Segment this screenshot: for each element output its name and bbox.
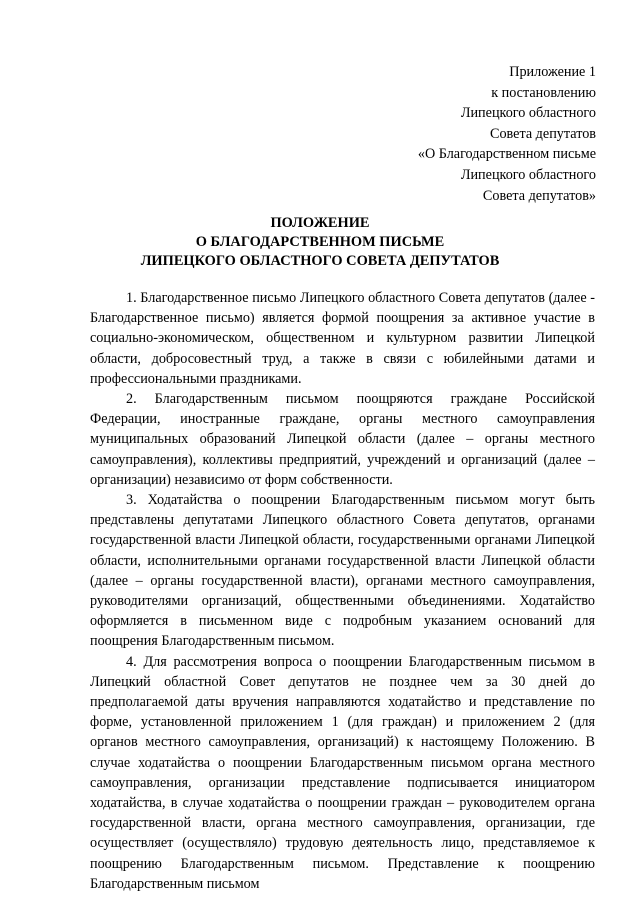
paragraph-1: 1. Благодарственное письмо Липецкого областного Совета депутатов (далее - Благодарственное письмо) является формой поощрения за активное участие в социально-экономическом, общественном и культурном развитии Липецкой области, добросовестный труд, а также в связи с юбилейными датами и профессиональными праздниками. [90,290,595,387]
paragraph-3: 3. Ходатайства о поощрении Благодарственным письмом могут быть представлены депутатами Липецкого областного Совета депутатов, органами государственной власти Липецкой области, государственными органами Липецкой области, исполнительными органами государственной власти Липецкой области (далее – органы государственной власти), органами местного самоуправления, руководителями организаций, общественными объединениями. Ходатайство оформляется в письменном виде с подробным указанием оснований для поощрения Благодарственным письмом. [90,492,595,650]
document-title [0,214,640,271]
title-line-2: О БЛАГОДАРСТВЕННОМ ПИСЬМЕ [195,234,445,250]
paragraph-2: 2. Благодарственным письмом поощряются граждане Российской Федерации, иностранные граждане, органы местного самоуправления муниципальных образований Липецкой области (далее – органы местного самоуправления), коллективы предприятий, учреждений и организаций (далее – организации) независимо от форм собственности. [90,391,595,488]
document-body [90,288,595,894]
appendix-line: к постановлению [491,84,596,101]
title-line-1: ПОЛОЖЕНИЕ [270,215,370,231]
paragraph-4: 4. Для рассмотрения вопроса о поощрении Благодарственным письмом в Липецкий областной Совет депутатов не позднее чем за 30 дней до предполагаемой даты вручения направляются ходатайство и представление по форме, установленной приложением 1 (для граждан) и приложением 2 (для органов местного самоуправления, организаций) к настоящему Положению. В случае ходатайства о поощрении Благодарственным письмом органа местного самоуправления, организации представление подписывается инициатором ходатайства, в случае ходатайства о поощрении граждан – руководителем органа государственной власти, органа местного самоуправления, организации, где осуществляет (осуществляло) трудовую деятельность лицо, представляемое к поощрению Благодарственным письмом. Представление к поощрению Благодарственным письмом [90,653,595,892]
appendix-line: Липецкого областного [460,166,596,183]
appendix-line: Совета депутатов [490,125,596,142]
appendix-line: «О Благодарственном письме [417,146,596,163]
appendix-line: Совета депутатов» [482,187,596,204]
appendix-line: Липецкого областного [460,105,596,122]
appendix-block [336,62,596,206]
title-line-3: ЛИПЕЦКОГО ОБЛАСТНОГО СОВЕТА ДЕПУТАТОВ [140,253,500,269]
appendix-line: Приложение 1 [509,64,596,80]
